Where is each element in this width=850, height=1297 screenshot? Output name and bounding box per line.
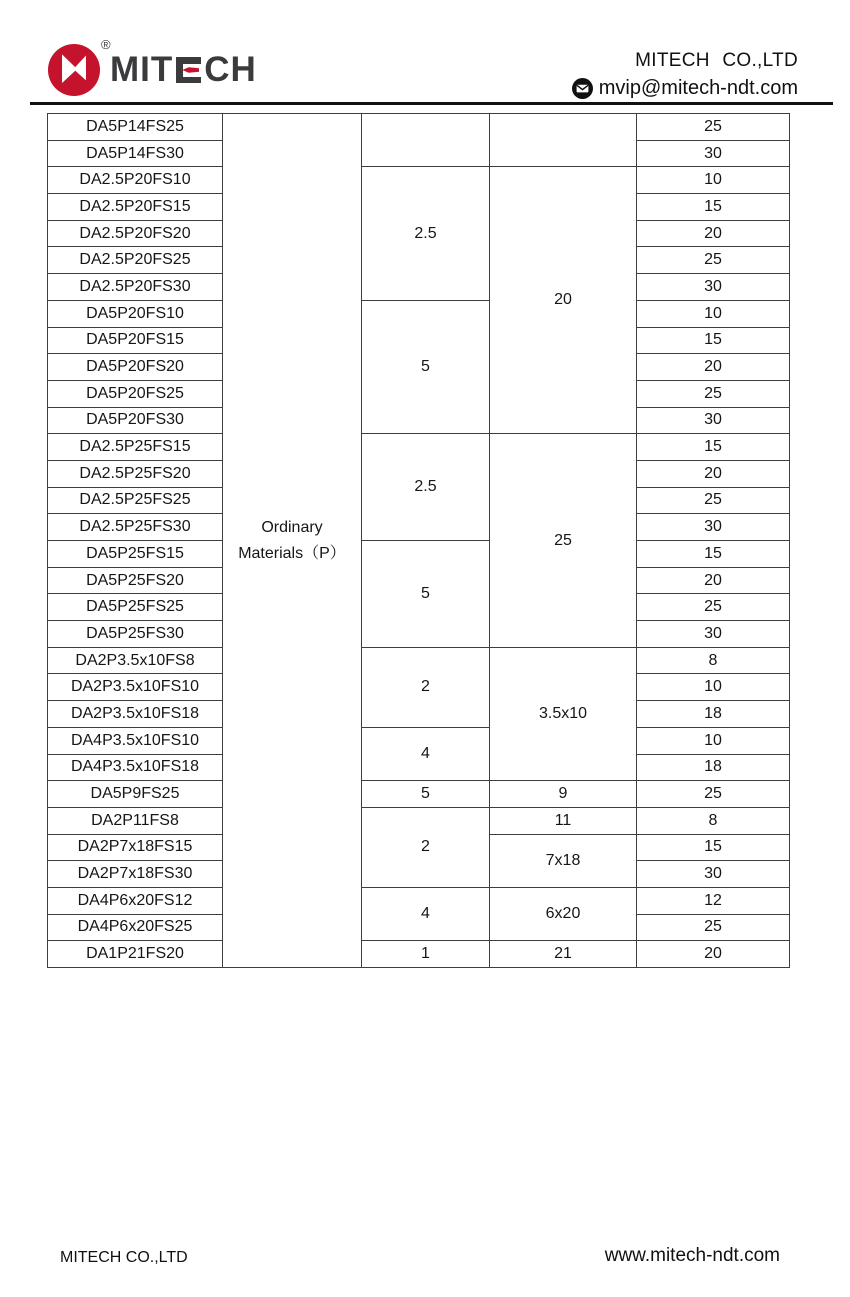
model-cell: DA2.5P20FS30 <box>48 274 223 301</box>
fs-cell: 20 <box>637 354 790 381</box>
model-cell: DA2.5P20FS25 <box>48 247 223 274</box>
fs-cell: 20 <box>637 220 790 247</box>
fs-cell: 30 <box>637 407 790 434</box>
table-row <box>48 541 790 568</box>
frequency-cell: 2 <box>362 807 490 887</box>
frequency-cell: 1 <box>362 941 490 968</box>
registered-trademark-mark: ® <box>101 37 111 52</box>
fs-cell: 25 <box>637 380 790 407</box>
fs-cell: 25 <box>637 487 790 514</box>
model-cell: DA4P3.5x10FS10 <box>48 727 223 754</box>
fs-cell: 15 <box>637 834 790 861</box>
fs-cell: 10 <box>637 300 790 327</box>
header-contact-block <box>572 50 798 100</box>
model-cell: DA2P3.5x10FS18 <box>48 701 223 728</box>
model-cell: DA2P3.5x10FS10 <box>48 674 223 701</box>
wordmark-text-right: CH <box>204 50 257 89</box>
frequency-cell <box>362 114 490 167</box>
header-email-line <box>572 77 798 100</box>
model-cell: DA4P6x20FS12 <box>48 887 223 914</box>
model-cell: DA2.5P25FS25 <box>48 487 223 514</box>
probe-spec-table <box>47 113 790 968</box>
footer-website-url: www.mitech-ndt.com <box>604 1245 780 1266</box>
table-row <box>48 727 790 754</box>
table-row <box>48 434 790 461</box>
table-row <box>48 300 790 327</box>
frequency-cell: 4 <box>362 887 490 940</box>
fs-cell: 30 <box>637 274 790 301</box>
frequency-cell: 2.5 <box>362 434 490 541</box>
fs-cell: 30 <box>637 514 790 541</box>
size-cell: 7x18 <box>490 834 637 887</box>
fs-cell: 25 <box>637 914 790 941</box>
model-cell: DA2.5P20FS10 <box>48 167 223 194</box>
fs-cell: 25 <box>637 114 790 141</box>
fs-cell: 20 <box>637 460 790 487</box>
frequency-cell: 2 <box>362 647 490 727</box>
fs-cell: 30 <box>637 621 790 648</box>
table-row <box>48 114 790 141</box>
wordmark-text-left: MIT <box>110 50 174 89</box>
model-cell: DA1P21FS20 <box>48 941 223 968</box>
size-cell: 20 <box>490 167 637 434</box>
model-cell: DA5P14FS25 <box>48 114 223 141</box>
model-cell: DA2P3.5x10FS8 <box>48 647 223 674</box>
fs-cell: 18 <box>637 701 790 728</box>
size-cell: 25 <box>490 434 637 648</box>
frequency-cell: 4 <box>362 727 490 780</box>
fs-cell: 20 <box>637 567 790 594</box>
fs-cell: 15 <box>637 327 790 354</box>
table-row <box>48 807 790 834</box>
model-cell: DA5P20FS10 <box>48 300 223 327</box>
header-divider-rule <box>30 102 833 105</box>
fs-cell: 25 <box>637 247 790 274</box>
material-cell: Ordinary Materials（P） <box>223 114 362 968</box>
frequency-cell: 5 <box>362 300 490 433</box>
table-row <box>48 941 790 968</box>
table-row <box>48 887 790 914</box>
fs-cell: 12 <box>637 887 790 914</box>
fs-cell: 8 <box>637 647 790 674</box>
size-cell: 21 <box>490 941 637 968</box>
size-cell: 3.5x10 <box>490 647 637 780</box>
size-cell <box>490 114 637 167</box>
frequency-cell: 5 <box>362 781 490 808</box>
model-cell: DA2.5P20FS20 <box>48 220 223 247</box>
model-cell: DA2P7x18FS15 <box>48 834 223 861</box>
model-cell: DA5P20FS15 <box>48 327 223 354</box>
fs-cell: 8 <box>637 807 790 834</box>
footer-company-name: MITECH CO.,LTD <box>60 1249 188 1266</box>
frequency-cell: 2.5 <box>362 167 490 300</box>
model-cell: DA5P20FS25 <box>48 380 223 407</box>
fs-cell: 20 <box>637 941 790 968</box>
model-cell: DA5P9FS25 <box>48 781 223 808</box>
spec-table-body <box>48 114 790 968</box>
fs-cell: 15 <box>637 541 790 568</box>
fs-cell: 30 <box>637 140 790 167</box>
mitech-logo-icon <box>48 44 100 96</box>
model-cell: DA5P25FS20 <box>48 567 223 594</box>
table-row <box>48 647 790 674</box>
model-cell: DA5P25FS30 <box>48 621 223 648</box>
size-cell: 9 <box>490 781 637 808</box>
table-row <box>48 167 790 194</box>
model-cell: DA4P3.5x10FS18 <box>48 754 223 781</box>
model-cell: DA5P25FS15 <box>48 541 223 568</box>
model-cell: DA4P6x20FS25 <box>48 914 223 941</box>
fs-cell: 10 <box>637 727 790 754</box>
model-cell: DA5P20FS20 <box>48 354 223 381</box>
size-cell: 6x20 <box>490 887 637 940</box>
model-cell: DA2P11FS8 <box>48 807 223 834</box>
fs-cell: 15 <box>637 434 790 461</box>
model-cell: DA5P20FS30 <box>48 407 223 434</box>
model-cell: DA2P7x18FS30 <box>48 861 223 888</box>
fs-cell: 10 <box>637 674 790 701</box>
model-cell: DA2.5P25FS20 <box>48 460 223 487</box>
probe-spec-table-wrap <box>47 113 790 968</box>
mitech-wordmark <box>110 52 257 88</box>
model-cell: DA2.5P20FS15 <box>48 194 223 221</box>
size-cell: 11 <box>490 807 637 834</box>
header-company-name: MITECH CO.,LTD <box>635 50 798 71</box>
model-cell: DA2.5P25FS15 <box>48 434 223 461</box>
model-cell: DA5P14FS30 <box>48 140 223 167</box>
fs-cell: 15 <box>637 194 790 221</box>
fs-cell: 30 <box>637 861 790 888</box>
stylized-e-icon <box>176 57 201 83</box>
table-row <box>48 781 790 808</box>
fs-cell: 25 <box>637 594 790 621</box>
envelope-icon <box>572 78 593 99</box>
frequency-cell: 5 <box>362 541 490 648</box>
model-cell: DA2.5P25FS30 <box>48 514 223 541</box>
fs-cell: 18 <box>637 754 790 781</box>
fs-cell: 25 <box>637 781 790 808</box>
header-email-text: mvip@mitech-ndt.com <box>598 77 798 99</box>
fs-cell: 10 <box>637 167 790 194</box>
model-cell: DA5P25FS25 <box>48 594 223 621</box>
